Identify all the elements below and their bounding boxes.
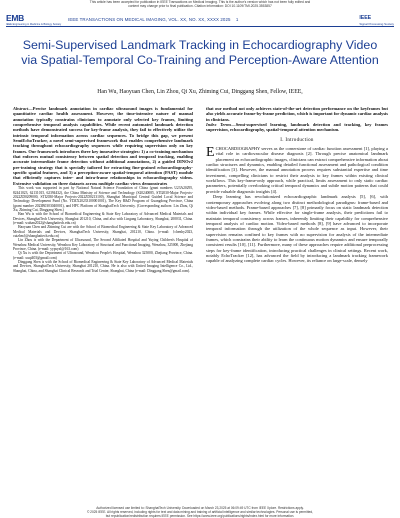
abstract-continued: that our method not only achieves state-of-the-art detection performance on the keyframes but also yields accurate frame-by-frame prediction, which is important for dynamic cardiac analysis in clinicians.	[206, 106, 389, 122]
author-list: Han Wu, Haoyuan Chen, Lin Zhou, Qi Xu, Zhiming Cui, Dinggang Shen, Fellow, IEEE,	[97, 89, 303, 95]
index-terms	[206, 122, 388, 133]
bottom-notice	[0, 506, 400, 518]
footnote-author-1: Han Wu is with the School of Biomedical Engineering & State Key Laboratory of Advanced Medical Materials and Devices, ShanghaiTech University, Shanghai 201210, China, and also with Lingang Laboratory, Shanghai, 200031, China. (e-mail: wuhan2022@shanghaitech.edu.cn)	[13, 212, 193, 225]
ieee-logo-subtitle: Signal Processing Society	[359, 22, 394, 26]
emb-logo	[6, 13, 61, 26]
page-number: 1	[235, 17, 239, 22]
section-heading: I. Introduction	[280, 137, 314, 143]
emb-logo-subtitle: IEEE Engineering in Medicine & Biology Society	[6, 23, 62, 26]
journal-header	[6, 13, 394, 25]
abstract	[13, 106, 193, 186]
ieee-logo-text: IEEE	[359, 15, 372, 21]
right-column	[206, 106, 388, 264]
intro-paragraph-1	[206, 146, 388, 194]
index-terms-text: —Semi-supervised learning, landmark detection and tracking, key frames supervision, echocardiography, spatial-temporal attention mechanism.	[206, 122, 388, 133]
footnote-funding: This work was supported in part by National Natural Science Foundation of China (grant numbers U23A20295, 82441023, 62131015, 62394432), the China Ministry of Science and Technology (S20240085, STI2030-Major Projects-2022ZD0209000, STI2030-Major Projects-2022ZD0213100), Shanghai Municipal Central Guided Local Science and Technology Development Fund (No. YDZX20233100001001), The Key R&D Program of Guangdong Province, China (grant number 2023B0303040001), and HPC Platform of ShanghaiTech University. (Corresponding authors: Lin Zhou, Qi Xu, Zhiming Cui, Dinggang Shen.)	[13, 186, 193, 212]
footnote-author-5: Dinggang Shen is with the School of Biomedical Engineering & State Key Laboratory of Advanced Medical Materials and Devices, ShanghaiTech University, Shanghai 201210, China. He is also with United Imaging Intelligence Co., Ltd., Shanghai, China, and Shanghai Clinical Research and Trial Center, Shanghai, China (e-mail: Dinggang.Shen@gmail.com).	[13, 260, 193, 273]
footnote-author-4: Qi Xu is with the Department of Ultrasound, Wenzhou People's Hospital, Wenzhou 325000, Zhejiang Province, China. (e-mail: xuqi403@gmail.com)	[13, 251, 193, 260]
journal-name: IEEE TRANSACTIONS ON MEDICAL IMAGING, VOL. XX, NO. XX, XXXX 2025	[68, 17, 231, 22]
index-terms-label: Index Terms	[206, 122, 232, 128]
top-notice-line-1: This article has been accepted for publication in IEEE Transactions on Medical Imaging. This is the author's version which has not been fully edited and	[89, 0, 311, 4]
emb-logo-text: EMB	[6, 13, 24, 23]
top-notice	[0, 0, 400, 8]
footnote-author-2: Haoyuan Chen and Zhiming Cui are with the School of Biomedical Engineering & State Key Laboratory of Advanced Medical Materials and Devices, ShanghaiTech University, Shanghai, 201210, China. (e-mail: {chenhy2023, cuizhm}@shanghaitech.edu.cn)	[13, 225, 193, 238]
footnote-author-3: Lin Zhou is with the Department of Ultrasound, The Second Affiliated Hospital and Yuying Children's Hospital of Wenzhou Medical University, Wenzhou Key Laboratory of Structural and Functional Imaging, Wenzhou, 325000, Zhejiang Province, China. (e-mail: yypsyzl@163.com)	[13, 238, 193, 251]
header-rule	[6, 26, 394, 27]
drop-cap: E	[206, 145, 215, 161]
bottom-notice-line-3: but republication/redistribution requires IEEE permission. See https://www.ieee.org/publications/rights/index.html for more information.	[105, 514, 295, 518]
left-column	[13, 106, 193, 273]
top-notice-line-2: content may change prior to final publication. Citation information: DOI 10.1109/TMI.2025.3553857	[128, 4, 272, 9]
intro-paragraph-1-text: CHOCARDIOGRAPHY serves as the cornerstone of cardiac function assessment [1], playing a vital role in cardiovascular disease diagnosis [2]. Through precise anatomical landmark placement on echocardiographic images, clinicians can extract comprehensive information about cardiac structures and dynamics, enabling detailed functional assessment and pathological condition identification [3]. However, the manual annotation process requires substantial expertise and time investment, compelling clinicians to restrict their analysis to key frames within existing clinical workflows. This key-frame-only approach, while practical, limits assessment to only static cardiac parameters, potentially overlooking critical temporal dynamics and subtle motion patterns that could provide valuable diagnostic insights [4].	[206, 146, 388, 194]
paper-title: Semi-Supervised Landmark Tracking in Echocardiography Video via Spatial-Temporal Co-Training and Perception-Aware Attention	[21, 38, 379, 67]
intro-paragraph-2: Deep learning has revolutionized echocardiographic landmark analysis [5], [6], with contemporary approaches evolving along two distinct methodological paradigms: frame-based and video-based methods. Frame-based approaches [7], [8] primarily focus on static landmark detection within individual key frames. While effective for single-frame analysis, their predictions fail to maintain temporal consistency across frames, inherently limiting their capability for comprehensive temporal analysis of cardiac motion. Video-based methods [8], [9] have advanced to incorporate temporal information through the utilization of the whole sequence as input. However, their supervision remains confined to key frames with no supervision for analysis of the intermediate frames, which constrains their ability to learn the continuous motion dynamics and ensure temporally consistent results [10], [11]. Furthermore, many of these approaches require additional preprocessing steps for key-frame identification, introducing practical challenges in clinical settings. Recent work, notably EchoTracker [12], has advanced the field by introducing a landmark tracking framework capable of analyzing complete cardiac cycles. However, its reliance on large-scale, densely	[206, 194, 388, 264]
abstract-label: Abstract	[13, 106, 29, 111]
bottom-notice-line-1: Authorized licensed use limited to: ShanghaiTech University. Downloaded on March 23,2025 at 06:09:49 UTC from IEEE Xplore. Restrictions apply.	[96, 506, 304, 510]
abstract-text: —Precise landmark annotation in cardiac ultrasound images is fundamental for quantitative cardiac health assessment. However, the time-intensive nature of manual annotation typically constrains clinicians to annotate only selected key frames, limiting comprehensive temporal analysis capabilities. While recent automated landmark detection methods have demonstrated success for key-frame analysis, they fail to effectively utilize the intrinsic temporal information across cardiac sequences. To bridge this gap, we present SemiEchoTracker, a novel semi-supervised framework that enables comprehensive landmark tracking throughout echocardiography sequences while requiring supervision only on key frames. Our framework introduces three key innovative strategies: 1) a co-training mechanism that enforces mutual consistency between spatial detection and temporal tracking, enabling accurate intermediate frame detection without additional annotations, 2) a guided DINOv2 pre-training strategy that is specially tailored for extracting fine-grained echocardiography-specific spatial features, and 3) a perception-aware spatial-temporal attention (PAST) module that efficiently captures inter- and intra-frame relationships in echocardiography videos. Extensive validation on three datasets across multiple cardiac views demonstrates	[13, 106, 193, 186]
bottom-notice-line-2: © 2025 IEEE. All rights reserved, including rights for text and data mining and training of artificial intelligence and similar technologies. Personal use is permitted,	[86, 510, 314, 514]
journal-line	[68, 17, 238, 22]
